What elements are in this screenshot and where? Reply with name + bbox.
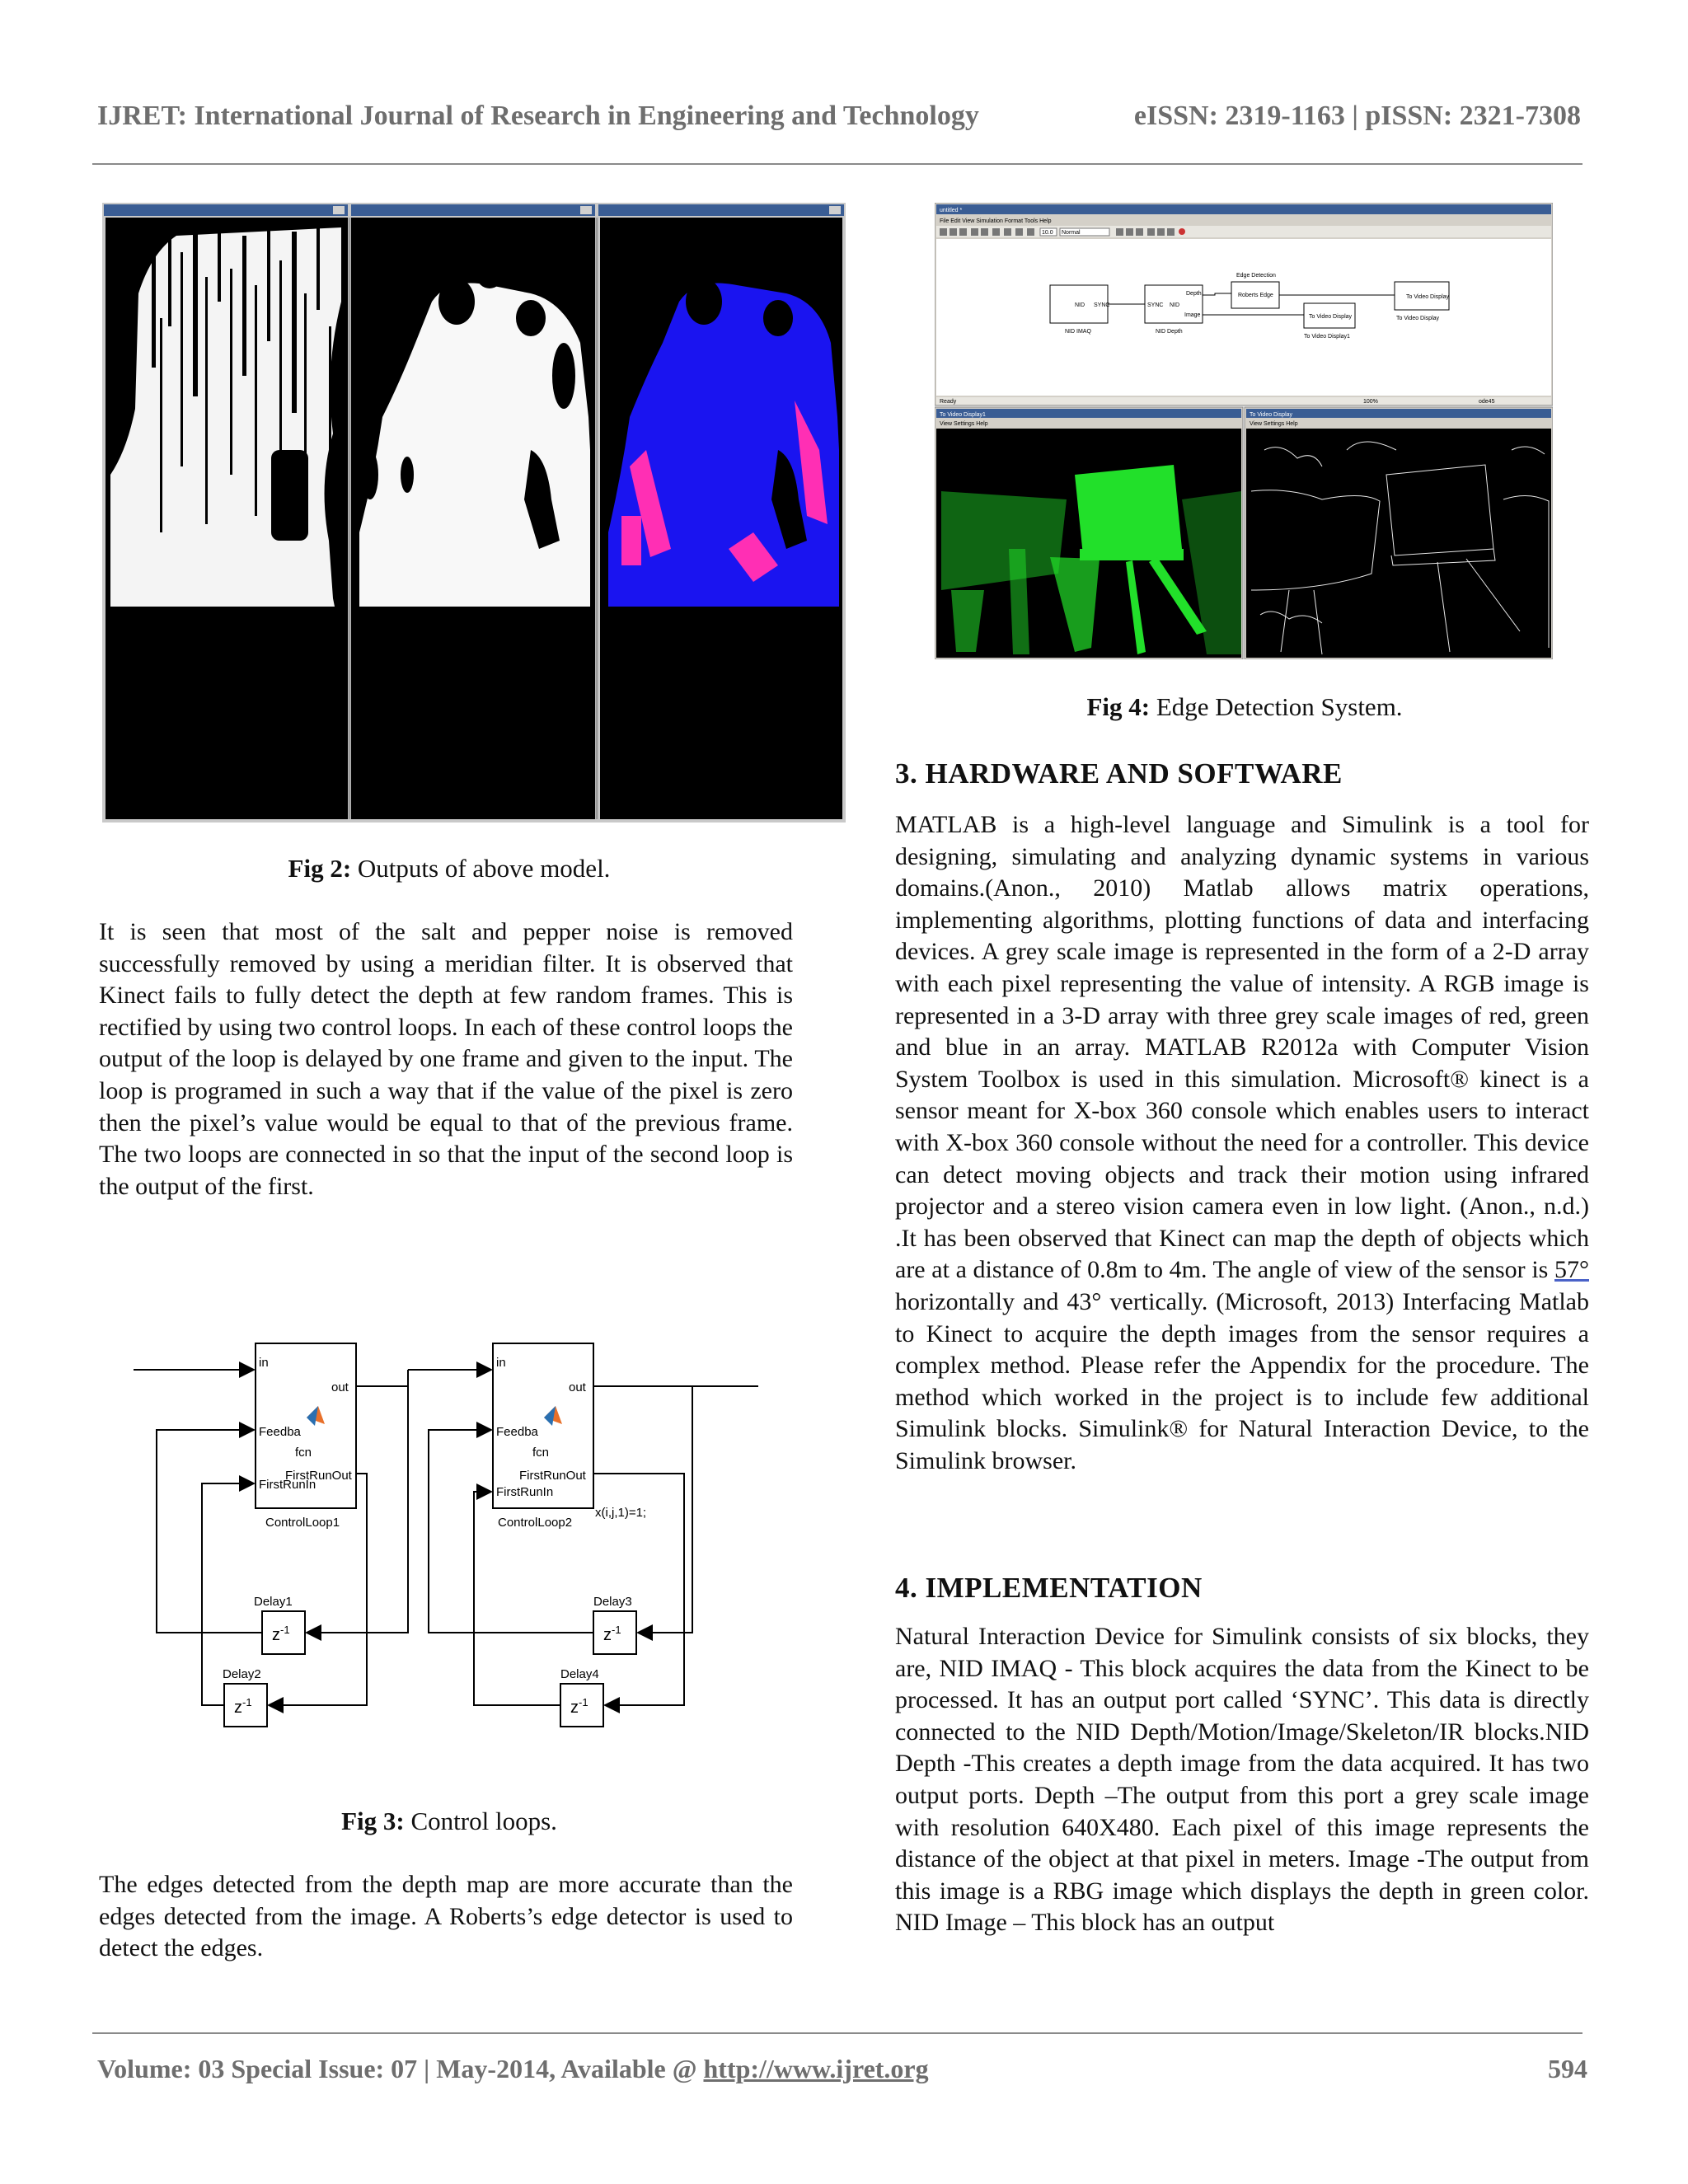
fig4-caption-label: Fig 4: [1086, 692, 1151, 721]
fig3-caption [102, 1807, 796, 1836]
simulink-status-zoom: 100% [1363, 399, 1378, 405]
delay1-label: Delay1 [254, 1595, 293, 1609]
loop1-feedback-port: Feedba [259, 1425, 301, 1439]
to-video-display-block-label: To Video Display [1406, 294, 1450, 300]
nid-depth-image-port: Image [1184, 312, 1201, 318]
edge-detection-name: Edge Detection [1236, 273, 1276, 279]
fig4-caption-text: Edge Detection System. [1150, 692, 1403, 721]
fig3-diagram [124, 1327, 775, 1755]
footer-volume-text: Volume: 03 Special Issue: 07 | May-2014, Available @ [97, 2054, 704, 2083]
nid-imaq-name: NID IMAQ [1065, 329, 1091, 335]
nid-depth-depth-port: Depth [1186, 291, 1202, 297]
header-rule [92, 163, 1582, 165]
nid-imaq-sync-port: SYNC [1094, 302, 1110, 308]
to-video-display-label: To Video Display [1309, 314, 1353, 320]
issn: eISSN: 2319-1163 | pISSN: 2321-7308 [1133, 101, 1581, 131]
fig3-control-loops [124, 1327, 775, 1755]
loop2-in-port: in [496, 1356, 506, 1370]
section-3-heading: 3. HARDWARE AND SOFTWARE [895, 757, 1343, 790]
nid-depth-name: NID Depth [1156, 329, 1183, 335]
fig4-image [935, 203, 1553, 659]
footer-volume [97, 2054, 929, 2084]
fig2-caption [102, 854, 796, 883]
left-paragraph-1: It is seen that most of the salt and pepper noise is removed successfully removed by using a meridian filter. It is observed that Kinect fails to fully detect the depth at few random frames. This is rectified by using two control loops. In each of these control loops the output of the loop is delayed by one frame and given to the input. The loop is programed in such a way that if the value of the pixel is zero then the pixel’s value would be equal to that of the previous frame. The two loops are connected in so that the input of the second loop is the output of the first. [99, 918, 793, 1200]
delay4-label: Delay4 [560, 1667, 599, 1681]
video-display-title: To Video Display [1250, 412, 1293, 418]
fig2-outputs [102, 203, 846, 823]
angle-link[interactable]: 57° [1554, 1256, 1589, 1284]
loop2-expression: x(i,j,1)=1; [595, 1506, 647, 1520]
fig2-caption-label: Fig 2: [288, 854, 352, 883]
delay3-label: Delay3 [593, 1595, 632, 1609]
fig4-caption [890, 692, 1599, 722]
loop1-out-port: out [331, 1380, 349, 1394]
sim-stop-time: 10.0 [1042, 230, 1053, 236]
loop1-in-port: in [259, 1356, 269, 1370]
fig2-image [102, 203, 846, 823]
simulink-status-solver: ode45 [1479, 399, 1495, 405]
section-4-body: Natural Interaction Device for Simulink consists of six blocks, they are, NID IMAQ - This block acquires the data from the Kinect to be processed. It has an output port called ‘SYNC’. This data is directly connected to the NID Depth/Motion/Image/Skeleton/IR blocks.NID Depth -This creates a depth image from the data acquired. It has two output ports. Depth –The output from this port a grey scale image with resolution 640X480. Each pixel of this image represents the distance of the object at that pixel in meters. Image -The output from this image is a RBG image which displays the depth in green color. NID Image – This block has an output [895, 1623, 1589, 1937]
left-paragraph-2: The edges detected from the depth map are more accurate than the edges detected from the image. A Roberts’s edge detector is used to detect the edges. [99, 1871, 793, 1962]
delay3-z: z [603, 1626, 612, 1644]
running-footer [97, 2054, 1587, 2084]
section-3-text-a: MATLAB is a high-level language and Simulink is a tool for designing, simulating and analyzing dynamic systems in various domains.(Anon., 2010) Matlab allows matrix operations, implementing algorithms, plotting functions of data and interfacing devices. A grey scale image is represented in the form of a 2-D array with each pixel representing the value of intensity. A RGB image is represented in a 3-D array with three grey scale images of red, green and blue in an array. MATLAB R2012a with Computer Vision System Toolbox is used in this simulation. Microsoft® kinect is a sensor meant for X-box 360 console which enables users to interact with X-box 360 console without the need for a controller. This device can detect moving objects and track their motion using infrared projector and a stereo vision camera even in low light. (Anon., n.d.) .It has been observed that Kinect can map the depth of objects which are at a distance of 0.8m to 4m. The angle of view of the sensor is [895, 811, 1589, 1284]
loop2-firstrunout-port: FirstRunOut [519, 1469, 586, 1483]
fig2-caption-text: Outputs of above model. [351, 854, 611, 883]
simulink-window-title: untitled * [940, 208, 963, 213]
loop2-name: ControlLoop2 [498, 1516, 573, 1530]
delay1-exp: -1 [280, 1624, 290, 1636]
section-3-text-b: horizontally and 43° vertically. (Microsoft, 2013) Interfacing Matlab to Kinect to acquire the depth images from the sensor requires a complex method. Please refer the Appendix for the procedure. The method which worked in the project is to include few additional Simulink blocks. Simulink® for Natural Interaction Device, to the Simulink browser. [895, 1287, 1589, 1474]
delay2-label: Delay2 [223, 1667, 261, 1681]
delay4-exp: -1 [579, 1696, 588, 1708]
delay2-exp: -1 [242, 1696, 252, 1708]
delay1-z: z [272, 1626, 280, 1644]
to-video-display-name: To Video Display [1396, 316, 1440, 321]
svg-text:z-1 [234, 1696, 252, 1717]
delay4-z: z [570, 1699, 579, 1717]
loop2-out-port: out [569, 1380, 586, 1394]
section-4-heading: 4. IMPLEMENTATION [895, 1572, 1203, 1604]
delay2-z: z [234, 1699, 242, 1717]
simulink-menu: File Edit View Simulation Format Tools Help [940, 218, 1052, 224]
footer-link[interactable]: http://www.ijret.org [703, 2054, 929, 2083]
loop1-fcn-label: fcn [295, 1446, 312, 1460]
nid-imaq-block-label: NID [1075, 302, 1085, 308]
svg-text:z-1 [603, 1624, 621, 1644]
fig3-caption-label: Fig 3: [341, 1807, 405, 1835]
journal-title: IJRET: International Journal of Research in Engineering and Technology [97, 101, 979, 131]
simulink-status-ready: Ready [940, 399, 957, 405]
page-number: 594 [1548, 2054, 1587, 2083]
footer-rule [92, 2032, 1582, 2034]
loop1-firstrunout-port: FirstRunOut [285, 1469, 352, 1483]
sim-mode-select: Normal [1062, 230, 1081, 236]
running-header [97, 101, 1581, 132]
video-display1-menu: View Settings Help [940, 421, 988, 427]
loop1-name: ControlLoop1 [265, 1516, 340, 1530]
video-display1-title: To Video Display1 [940, 412, 986, 418]
loop1-firstrunin-port: FirstRunIn [259, 1478, 316, 1492]
fig3-caption-text: Control loops. [404, 1807, 557, 1835]
svg-text:z-1 [570, 1696, 588, 1717]
loop2-feedback-port: Feedba [496, 1425, 538, 1439]
nid-depth-sync-port: SYNC [1147, 302, 1164, 308]
roberts-edge-label: Roberts Edge [1238, 293, 1273, 298]
svg-text:z-1 [272, 1624, 290, 1644]
nid-depth-block-label: NID [1170, 302, 1180, 308]
delay3-exp: -1 [612, 1624, 621, 1636]
fig4-edge-detection [935, 203, 1553, 659]
loop2-firstrunin-port: FirstRunIn [496, 1485, 554, 1499]
to-video-display1-name: To Video Display1 [1304, 334, 1350, 340]
loop2-fcn-label: fcn [532, 1446, 550, 1460]
video-display-menu: View Settings Help [1250, 421, 1298, 427]
section-3-body [895, 809, 1589, 1477]
